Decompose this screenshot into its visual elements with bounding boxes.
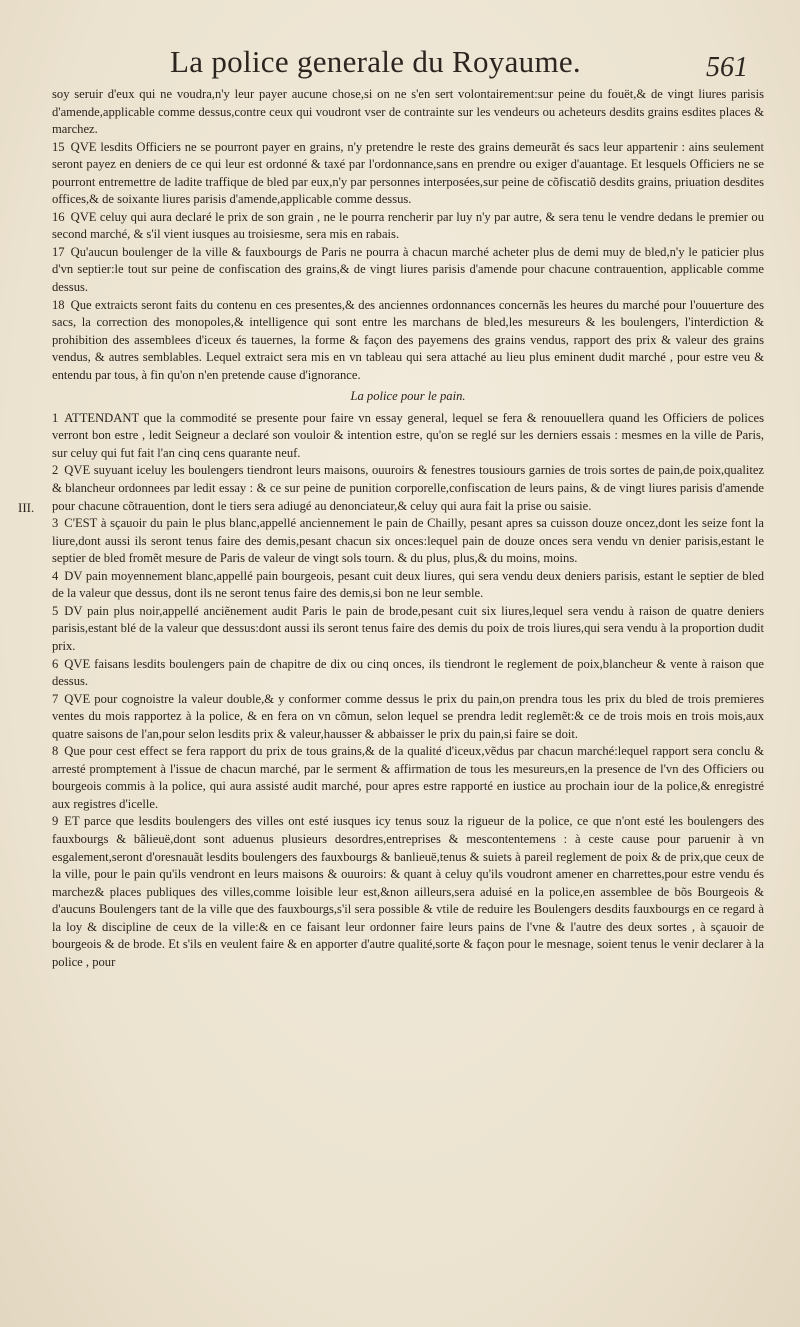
paragraph: 5 DV pain plus noir,appellé anciẽnement audit Paris le pain de brode,pesant cuit six liures,lequel sera vendu à raison de quatre deniers parisis,estant blé de la valeur que dessus:dont aussi ils seront tenus faire des demis du poix de trois liures,qui sera vendu à la proportion dudit prix.	[52, 603, 764, 653]
article-number: 2	[52, 463, 59, 478]
article-number: 3	[52, 516, 59, 531]
article-number: 17	[52, 244, 65, 259]
paragraph: soy seruir d'eux qui ne voudra,n'y leur payer aucune chose,si on ne s'en sert volontairement:sur peine du fouët,& de vingt liures parisis d'amende,applicable comme dessus,contre ceux qui voudront vser de contrainte sur les vendeurs ou acheteurs desdits grains esdites places & marchez.	[52, 87, 764, 137]
paragraph: 6 QVE faisans lesdits boulengers pain de chapitre de dix ou cinq onces, ils tiendront le reglement de poix,blancheur & vente à raison que dessus.	[52, 656, 764, 689]
paragraph: 15 QVE lesdits Officiers ne se pourront payer en grains, n'y pretendre le reste des grains demeurãt és sacs leur appartenir : ains seulement seront payez en deniers de ce qui leur est ordonné & taxé par l'ordonnance,sans en prendre ou exiger d'auantage. Et lesquels Officiers ne se pourront entremettre de ladite traffique de bled par eux,n'y par personnes interposées,sur peine de cõfiscatiõ desdits grains, priuation desdites offices,& de soixante liures parisis d'amende,applicable comme dessus.	[52, 139, 764, 207]
paragraph: 17 Qu'aucun boulenger de la ville & fauxbourgs de Paris ne pourra à chacun marché acheter plus de demi muy de bled,n'y le paticier plus d'vn septier:le tout sur peine de confiscation des grains,& de vingt liures parisis d'amende pour chacune contrauention, applicable comme dessus.	[52, 244, 764, 295]
article-number: 6	[52, 656, 59, 671]
paragraph: 7 QVE pour cognoistre la valeur double,& y conformer comme dessus le prix du pain,on prendra tous les prix du bled de trois premieres ventes du mois rapportez à la police, & en fera on vn cõmun, selon lequel se prendra ledit reglemẽt:& ce de trois mois en trois mois,aux quatre saisons de l'an,pour selon lesdits prix & valeur,hausser & abbaisser le prix du pain,si faire se doit.	[52, 691, 764, 741]
paragraph: 3 C'EST à sçauoir du pain le plus blanc,appellé anciennement le pain de Chailly, pesant apres sa cuisson douze oncez,dont les seize font la liure,dont aussi ils seront tenus faire des demis,pesant chacun six onces:lequel pain de douze onces sera vendu vn denier parisis,estant le septier de bled fromẽt mesure de Paris de valeur de vingt sols tourn. & du plus, plus,& du moins, moins.	[52, 516, 764, 566]
article-number: 18	[52, 297, 65, 312]
paragraph: 2 QVE suyuant iceluy les boulengers tiendront leurs maisons, ouuroirs & fenestres tousiours garnies de trois sortes de pain,de poix,qualitez & blancheur ordonnees par ledit essay : & ce sur peine de punition corporelle,confiscation de leurs pains, & de vingt liures parisis d'amende pour chacune cõtrauention, dont le tiers sera adiugé au denonciateur,& celuy qui aura fait la prise ou saisie.	[52, 463, 764, 513]
article-number: 15	[52, 139, 65, 154]
paragraph: 18 Que extraicts seront faits du contenu en ces presentes,& des anciennes ordonnances concernãs les heures du marché pour l'ouuerture des sacs, la correction des monopoles,& intelligence qui sont entre les marchans de bled,les mesureurs & les boulengers, l'interdiction & prohibition des assemblees d'iceux és tauernes, la forme & façon des payemens des grains vendus, rapport des prix & valeur des grains vendus, & autres semblables. Lequel extraict sera mis en vn tableau qui sera attaché au lieu plus eminent dudit marché , pour estre veu & entendu par tous, à fin qu'on n'en pretende cause d'ignorance.	[52, 297, 764, 382]
page-number: 561	[706, 52, 748, 83]
paragraph: 1 ATTENDANT que la commodité se presente pour faire vn essay general, lequel se fera & renouuellera quand les Officiers de polices verront bon estre , ledit Seigneur a declaré son vouloir & intention estre, qu'on se reglé sur les derniers essais : mesmes en la ville de Paris, sur celuy qui fut fait l'an cinq cens quarante neuf.	[52, 410, 764, 460]
article-number: 9	[52, 814, 59, 829]
paragraphs-before	[52, 86, 764, 384]
paragraph: 16 QVE celuy qui aura declaré le prix de son grain , ne le pourra rencherir par luy n'y par autre, & sera tenu le vendre dedans le premier ou second marché, & s'il vient iusques au troisiesme, sera mis en rabais.	[52, 209, 764, 242]
article-number: 4	[52, 568, 59, 583]
paragraph: 8 Que pour cest effect se fera rapport du prix de tous grains,& de la qualité d'iceux,vẽdus par chacun marché:lequel rapport sera conclu & arresté promptement à l'issue de chacun marché, par le serment & affirmation de tous les mesureurs,en la presence de l'vn des Officiers ou bourgeois commis à la police, qui aura assisté audit marché, pour apres estre rapporté en iustice au prochain iour de la police,& enregistré aux registres d'icelle.	[52, 744, 764, 811]
paragraph: 4 DV pain moyennement blanc,appellé pain bourgeois, pesant cuit deux liures, qui sera vendu deux deniers parisis, estant le septier de bled de la valeur que dessus, dont ils ne seront tenus faire des demis,si bon ne leur semble.	[52, 568, 764, 601]
article-number: 16	[52, 209, 65, 224]
paragraphs-after	[52, 410, 764, 972]
paragraph: 9 ET parce que lesdits boulengers des villes ont esté iusques icy tenus souz la rigueur de la police, ce que n'ont esté les boulengers des fauxbourgs & bãlieuë,dont sont aduenus plusieurs desordres,entreprises & mescontentemens : à ceste cause pour paruenir à vn esgalement,seront d'oresnauãt lesdits boulengers des fauxbourgs & banlieuë,tenus & suiets à pareil reglement de poix & de prix,que ceux de la ville, pour le pain qu'ils vendront en leurs maisons & ouuroirs: & quant à celuy qu'ils voudront amener en charrettes,pour estre vendu és marchez& places publiques des villes,comme loisible leur est,&non ailleurs,sera aduisé en la police,en assemblee de bõs Bourgeois & d'aucuns Boulengers tant de la ville que des fauxbourgs,s'il sera possible & vtile de reduire les Boulengers desdits fauxbourgs en ce regard à la loy & discipline de ceux de la ville:& en ce faisant leur ordonner faire leurs pains de l'vne & l'autre des deux sortes , à sçauoir de bourgeois & de brode. Et s'ils en veulent faire & en apporter d'autre qualité,sorte & façon pour le mesnage, soient tenus le venir declarer à la police , pour	[52, 814, 764, 969]
article-number: 8	[52, 744, 59, 759]
article-number: 1	[52, 410, 59, 425]
article-number: 5	[52, 603, 59, 618]
article-number: 7	[52, 691, 59, 706]
margin-note: III.	[18, 500, 35, 515]
section-title: La police pour le pain.	[350, 389, 466, 404]
body-text	[52, 86, 764, 971]
running-title: La police generale du Royaume.	[170, 44, 581, 79]
